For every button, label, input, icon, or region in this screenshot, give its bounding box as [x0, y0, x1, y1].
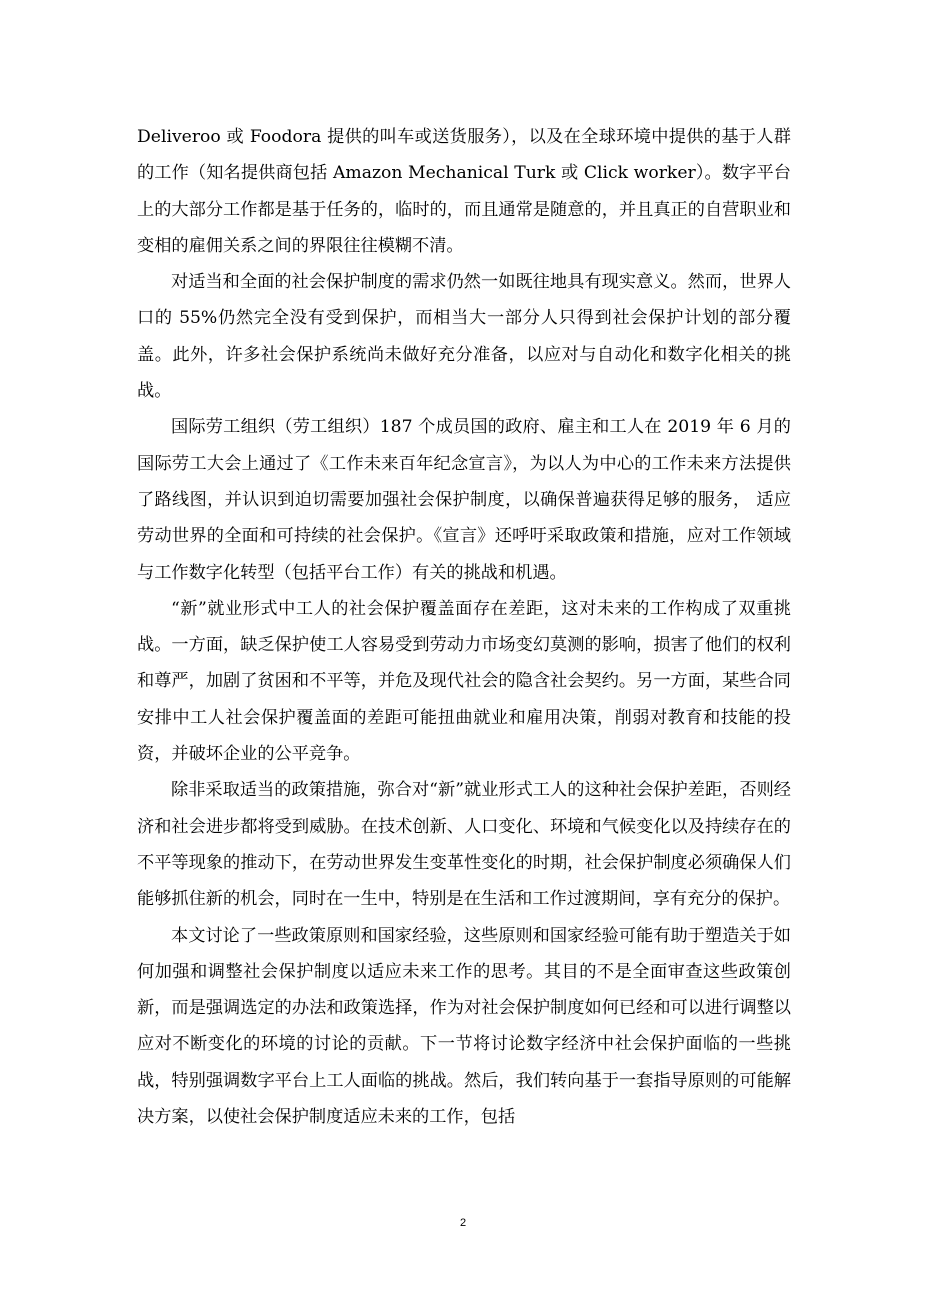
- paragraph-social-protection-need: 对适当和全面的社会保护制度的需求仍然一如既往地具有现实意义。然而，世界人口的 55%仍然完全没有受到保护，而相当大一部分人只得到社会保护计划的部分覆盖。此外，许多社会保护系统尚未做好充分准备，以应对与自动化和数字化相关的挑战。: [137, 272, 791, 402]
- paragraph-coverage-gaps: “新”就业形式中工人的社会保护覆盖面存在差距，这对未来的工作构成了双重挑战。一方面，缺乏保护使工人容易受到劳动力市场变幻莫测的影响，损害了他们的权利和尊严，加剧了贫困和不平等，并危及现代社会的隐含社会契约。另一方面，某些合同安排中工人社会保护覆盖面的差距可能扭曲就业和雇用决策，削弱对教育和技能的投资，并破坏企业的公平竞争。: [137, 598, 791, 765]
- paragraph-ilo-declaration: 国际劳工组织（劳工组织）187 个成员国的政府、雇主和工人在 2019 年 6 月的国际劳工大会上通过了《工作未来百年纪念宣言》，为以人为中心的工作未来方法提供了路线图，并认识到迫切需要加强社会保护制度，以确保普遍获得足够的服务， 适应劳动世界的全面和可持续的社会保护。《宣言》还呼吁采取政策和措施，应对工作领域与工作数字化转型（包括平台工作）有关的挑战和机遇。: [137, 417, 791, 583]
- paragraph-continuation: Deliveroo 或 Foodora 提供的叫车或送货服务），以及在全球环境中提供的基于人群的工作（知名提供商包括 Amazon Mechanical Turk 或 Click worker）。数字平台上的大部分工作都是基于任务的，临时的，而且通常是随意的，并且真正的自营职业和变相的雇佣关系之间的界限往往模糊不清。: [137, 127, 791, 256]
- paragraph-policy-measures: 除非采取适当的政策措施，弥合对“新”就业形式工人的这种社会保护差距，否则经济和社会进步都将受到威胁。在技术创新、人口变化、环境和气候变化以及持续存在的不平等现象的推动下，在劳动世界发生变革性变化的时期，社会保护制度必须确保人们能够抓住新的机会，同时在一生中，特别是在生活和工作过渡期间，享有充分的保护。: [137, 780, 791, 910]
- body-text: [137, 119, 791, 1135]
- page-number: 2: [459, 1217, 467, 1229]
- paragraph-paper-outline: 本文讨论了一些政策原则和国家经验，这些原则和国家经验可能有助于塑造关于如何加强和调整社会保护制度以适应未来工作的思考。其目的不是全面审查这些政策创新，而是强调选定的办法和政策选择，作为对社会保护制度如何已经和可以进行调整以应对不断变化的环境的讨论的贡献。下一节将讨论数字经济中社会保护面临的一些挑战，特别强调数字平台上工人面临的挑战。然后，我们转向基于一套指导原则的可能解决方案，以使社会保护制度适应未来的工作，包括: [137, 925, 791, 1128]
